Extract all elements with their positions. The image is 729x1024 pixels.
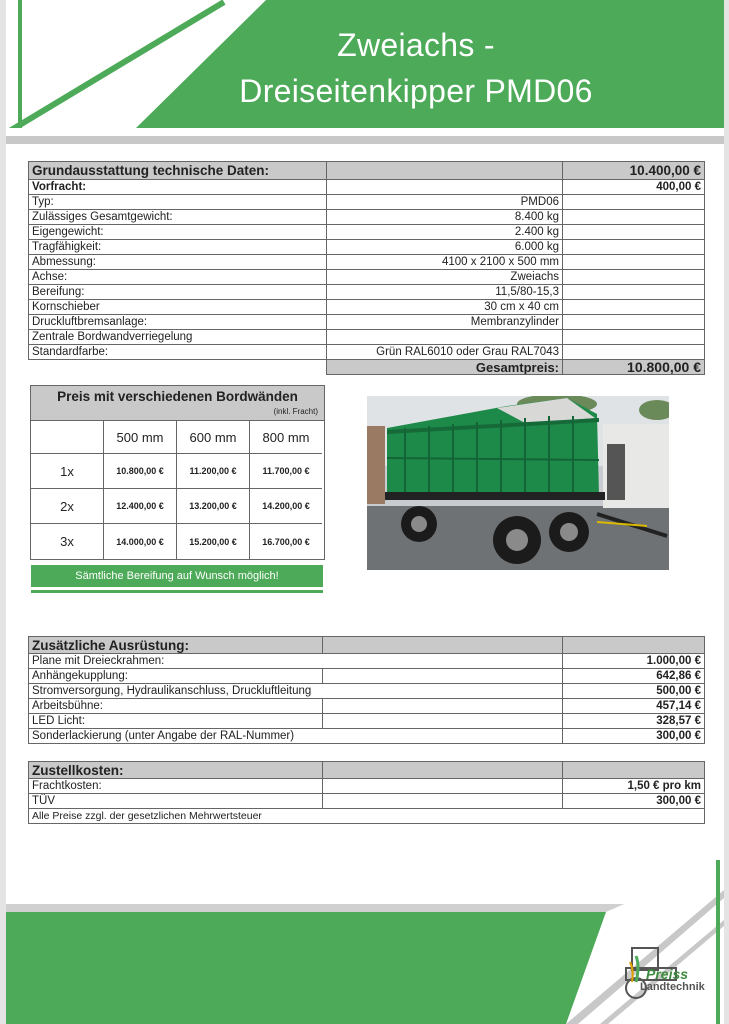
spec-label: Druckluftbremsanlage: [29, 315, 327, 330]
freight-row [29, 180, 705, 195]
vat-footnote: Alle Preise zzgl. der gesetzlichen Mehrwertsteuer [29, 809, 705, 824]
price-cell: 12.400,00 € [104, 489, 177, 524]
table-row [29, 729, 705, 744]
extra-label: Arbeitsbühne: [29, 699, 323, 714]
price-grid [31, 421, 324, 559]
spec-value: PMD06 [327, 195, 563, 210]
spec-label: Kornschieber [29, 300, 327, 315]
spec-value: 6.000 kg [327, 240, 563, 255]
board-wall-price-table [30, 385, 325, 560]
extra-price: 328,57 € [563, 714, 705, 729]
extra-price: 300,00 € [563, 729, 705, 744]
table-row [29, 285, 705, 300]
logo-text-preiss: Preiss [646, 966, 689, 982]
price-table-title: Preis mit verschiedenen Bordwänden [57, 389, 298, 404]
spec-value [327, 330, 563, 345]
table-row [29, 315, 705, 330]
row-header: 1x [31, 454, 104, 489]
price-cell: 10.800,00 € [104, 454, 177, 489]
price-cell: 15.200,00 € [177, 524, 250, 559]
footnote-row [29, 809, 705, 824]
spec-value: 11,5/80-15,3 [327, 285, 563, 300]
price-cell: 11.700,00 € [250, 454, 322, 489]
table-row [29, 240, 705, 255]
table-row [29, 684, 705, 699]
title-line-1: Zweiachs - [337, 27, 495, 63]
basic-header-price: 10.400,00 € [563, 162, 705, 180]
table-row [29, 669, 705, 684]
extra-label: Plane mit Dreieckrahmen: [29, 654, 563, 669]
spec-label: Bereifung: [29, 285, 327, 300]
trailer-photo [367, 396, 669, 570]
table-row [29, 330, 705, 345]
extra-price: 642,86 € [563, 669, 705, 684]
column-header: 600 mm [177, 421, 250, 454]
spec-label: Tragfähigkeit: [29, 240, 327, 255]
row-header: 2x [31, 489, 104, 524]
table-row [29, 699, 705, 714]
delivery-header: Zustellkosten: [29, 762, 323, 779]
spec-label: Standardfarbe: [29, 345, 327, 360]
price-sheet-page [6, 0, 724, 1024]
extra-price: 1.000,00 € [563, 654, 705, 669]
extra-label: LED Licht: [29, 714, 323, 729]
additional-equipment-table [28, 636, 705, 744]
basic-equipment-table [28, 161, 705, 375]
table-row [29, 794, 705, 809]
table-row [29, 195, 705, 210]
table-row [29, 300, 705, 315]
basic-header-row [29, 162, 705, 180]
extras-header: Zusätzliche Ausrüstung: [29, 637, 323, 654]
spec-value: Zweiachs [327, 270, 563, 285]
spec-value: Grün RAL6010 oder Grau RAL7043 [327, 345, 563, 360]
table-row [29, 714, 705, 729]
spec-value: 4100 x 2100 x 500 mm [327, 255, 563, 270]
title-line-2: Dreiseitenkipper PMD06 [239, 73, 593, 109]
column-header: 800 mm [250, 421, 322, 454]
extra-label: Anhängekupplung: [29, 669, 323, 684]
table-row [29, 255, 705, 270]
extra-price: 457,14 € [563, 699, 705, 714]
freight-label: Vorfracht: [29, 180, 327, 195]
logo-text-landtechnik: Landtechnik [640, 981, 705, 993]
basic-header-label: Grundausstattung technische Daten: [29, 162, 327, 180]
spec-value: 30 cm x 40 cm [327, 300, 563, 315]
delivery-cost-table [28, 761, 705, 824]
grid-corner [31, 421, 104, 454]
spec-label: Zulässiges Gesamtgewicht: [29, 210, 327, 225]
price-cell: 11.200,00 € [177, 454, 250, 489]
page-title [156, 22, 676, 114]
delivery-price: 1,50 € pro km [563, 779, 705, 794]
delivery-label: TÜV [29, 794, 323, 809]
price-cell: 14.000,00 € [104, 524, 177, 559]
spec-label: Zentrale Bordwandverriegelung [29, 330, 327, 345]
spec-label: Achse: [29, 270, 327, 285]
delivery-header-row [29, 762, 705, 779]
table-row [29, 225, 705, 240]
spec-value: 8.400 kg [327, 210, 563, 225]
price-table-subtitle: (inkl. Fracht) [273, 407, 318, 416]
price-cell: 13.200,00 € [177, 489, 250, 524]
delivery-price: 300,00 € [563, 794, 705, 809]
total-label: Gesamtpreis: [327, 360, 563, 375]
total-row [29, 360, 705, 375]
table-row [29, 270, 705, 285]
column-header: 500 mm [104, 421, 177, 454]
table-row [29, 654, 705, 669]
price-cell: 16.700,00 € [262, 536, 310, 547]
extra-label: Stromversorgung, Hydraulikanschluss, Druckluftleitung [29, 684, 563, 699]
tire-option-note: Sämtliche Bereifung auf Wunsch möglich! [31, 565, 323, 590]
row-header: 3x [31, 524, 104, 559]
freight-price: 400,00 € [563, 180, 705, 195]
spec-value: 2.400 kg [327, 225, 563, 240]
spec-value: Membranzylinder [327, 315, 563, 330]
spec-label: Abmessung: [29, 255, 327, 270]
total-price: 10.800,00 € [563, 360, 705, 375]
extras-header-row [29, 637, 705, 654]
table-row [29, 345, 705, 360]
spec-label: Eigengewicht: [29, 225, 327, 240]
table-row [29, 779, 705, 794]
table-row [29, 210, 705, 225]
price-table-header [31, 386, 324, 421]
spec-label: Typ: [29, 195, 327, 210]
extra-price: 500,00 € [563, 684, 705, 699]
price-cell: 14.200,00 € [250, 489, 322, 524]
extra-label: Sonderlackierung (unter Angabe der RAL-Nummer) [29, 729, 563, 744]
delivery-label: Frachtkosten: [29, 779, 323, 794]
